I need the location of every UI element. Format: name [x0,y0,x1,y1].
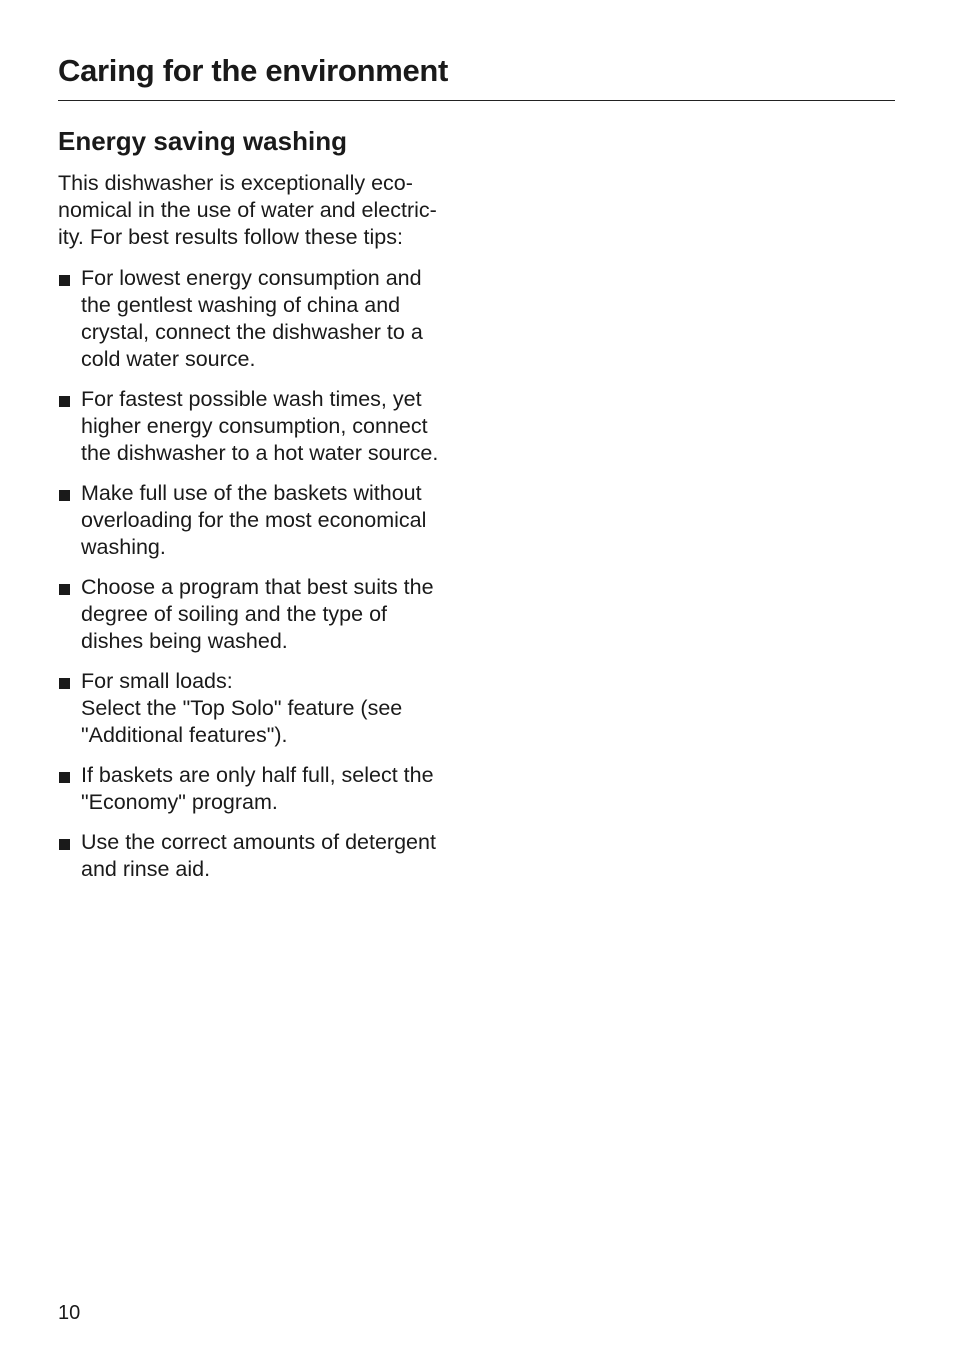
content-column [58,170,478,896]
title-divider [58,100,895,101]
tip-line: the dishwasher to a hot water source. [81,441,439,465]
square-bullet-icon [59,839,70,850]
page-title: Caring for the environment [58,53,449,88]
tip-item [58,762,478,816]
tip-line: Choose a program that best suits the [81,575,434,599]
intro-line: ity. For best results follow these tips: [58,225,403,249]
tip-item [58,480,478,561]
tip-line: overloading for the most economical [81,508,427,532]
tip-item [58,668,478,749]
tip-line: For small loads: [81,669,233,693]
tip-line: Select the "Top Solo" feature (see [81,696,403,720]
tip-item [58,265,478,373]
intro-line: This dishwasher is exceptionally eco- [58,171,413,195]
tip-line: the gentlest washing of china and [81,293,401,317]
tip-item [58,574,478,655]
tip-line: and rinse aid. [81,857,211,881]
square-bullet-icon [59,678,70,689]
tip-line: washing. [81,535,166,559]
tip-line: "Additional features"). [81,723,288,747]
tip-item [58,829,478,883]
tip-line: For lowest energy consumption and [81,266,422,290]
tip-line: If baskets are only half full, select the [81,763,434,787]
square-bullet-icon [59,490,70,501]
intro-line: nomical in the use of water and electric- [58,198,437,222]
tip-item [58,386,478,467]
page-number: 10 [58,1302,81,1324]
tip-line: cold water source. [81,347,256,371]
square-bullet-icon [59,772,70,783]
tip-line: Use the correct amounts of detergent [81,830,436,854]
tip-line: Make full use of the baskets without [81,481,422,505]
tip-line: crystal, connect the dishwasher to a [81,320,423,344]
tip-line: higher energy consumption, connect [81,414,428,438]
intro-paragraph [58,170,478,251]
square-bullet-icon [59,584,70,595]
tips-list [58,265,478,883]
tip-line: For fastest possible wash times, yet [81,387,422,411]
section-heading: Energy saving washing [58,126,347,156]
tip-line: degree of soiling and the type of [81,602,387,626]
square-bullet-icon [59,396,70,407]
square-bullet-icon [59,275,70,286]
tip-line: dishes being washed. [81,629,288,653]
tip-line: "Economy" program. [81,790,278,814]
